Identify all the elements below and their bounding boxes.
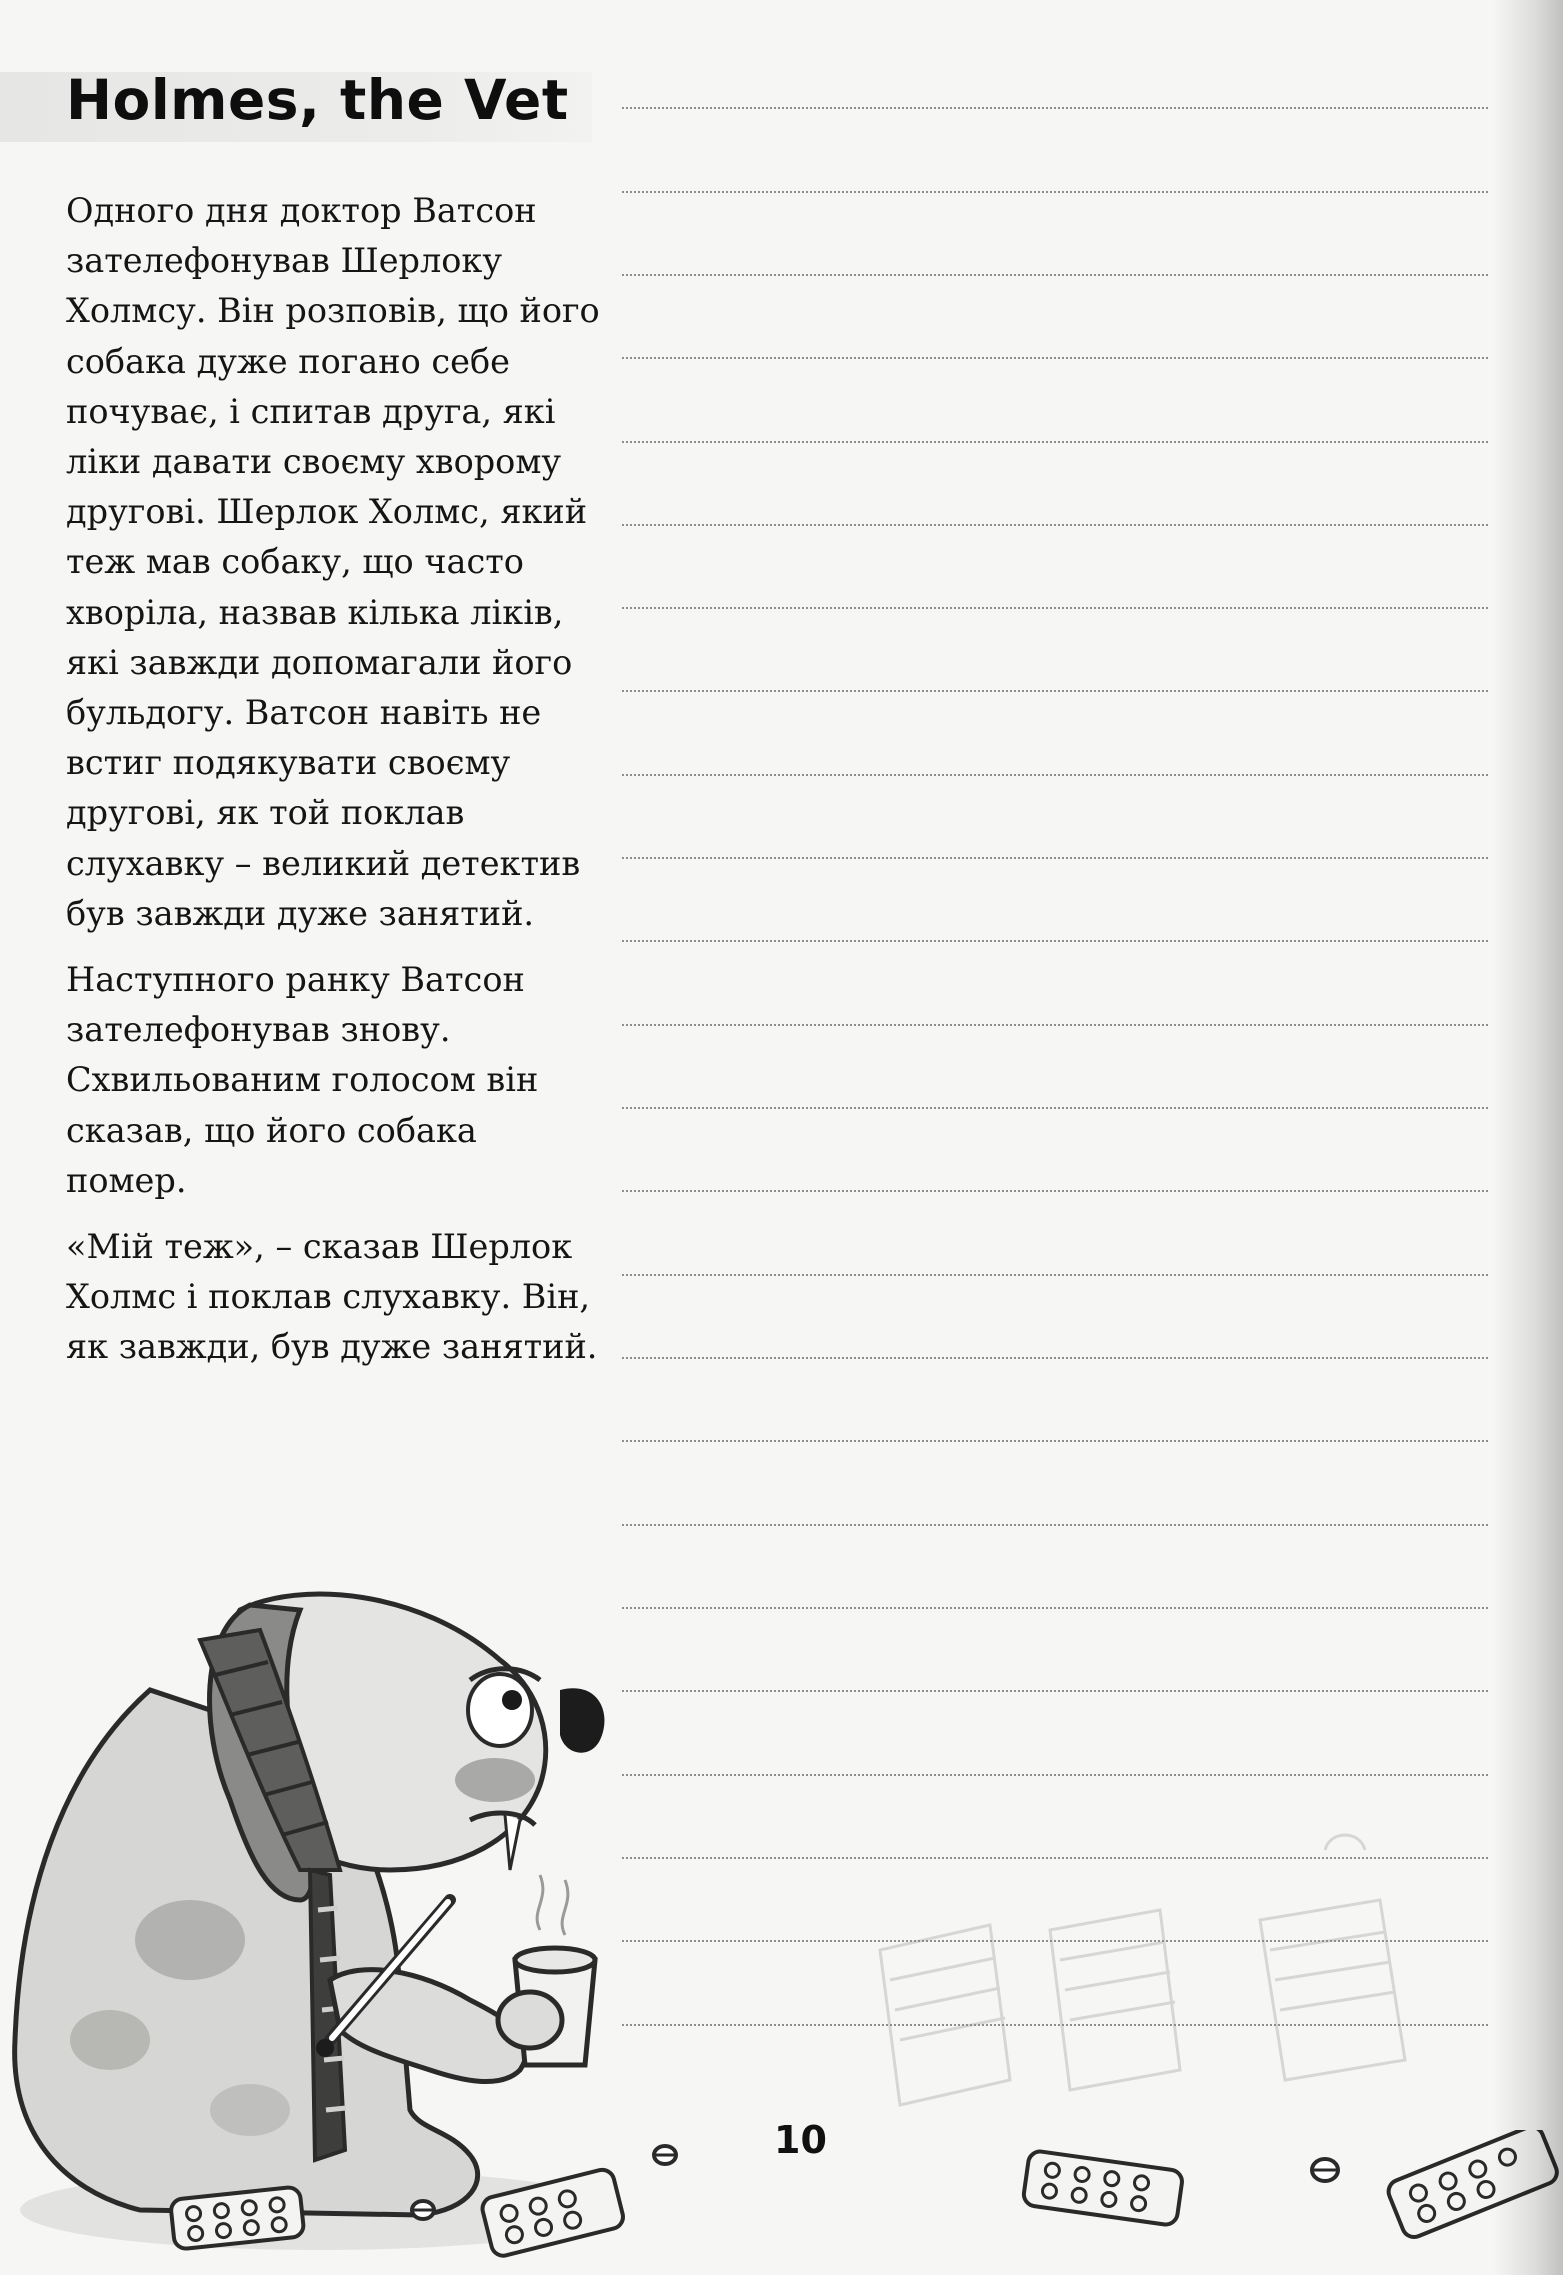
pills-right-illustration: [1000, 2130, 1563, 2275]
writing-line[interactable]: [622, 690, 1488, 692]
writing-lines: [622, 0, 1488, 2100]
bulldog-illustration: [0, 1570, 700, 2275]
writing-line[interactable]: [622, 1024, 1488, 1026]
writing-line[interactable]: [622, 524, 1488, 526]
pill-blister-icon: [1022, 2150, 1183, 2226]
story-text: [66, 186, 606, 1389]
writing-line[interactable]: [622, 774, 1488, 776]
story-paragraph: Наступного ранку Ватсон зателефонував знову. Схвильованим голосом він сказав, що його собака помер.: [66, 960, 539, 1200]
page-title: Holmes, the Vet: [66, 68, 569, 132]
writing-line[interactable]: [622, 1440, 1488, 1442]
writing-line[interactable]: [622, 1524, 1488, 1526]
pill-icon: [412, 2201, 434, 2219]
writing-line[interactable]: [622, 2024, 1488, 2026]
pill-icon: [1312, 2159, 1338, 2181]
writing-line[interactable]: [622, 357, 1488, 359]
pill-blister-icon: [170, 2186, 305, 2249]
writing-line[interactable]: [622, 857, 1488, 859]
writing-line[interactable]: [622, 1357, 1488, 1359]
pill-icon: [654, 2146, 676, 2164]
page-number: 10: [774, 2118, 827, 2162]
writing-line[interactable]: [622, 1857, 1488, 1859]
writing-line[interactable]: [622, 274, 1488, 276]
writing-line[interactable]: [622, 1274, 1488, 1276]
writing-line[interactable]: [622, 940, 1488, 942]
story-paragraph: «Мій теж», – сказав Шерлок Холмс і поклав слухавку. Він, як завжди, був дуже занятий.: [66, 1227, 598, 1367]
writing-line[interactable]: [622, 1774, 1488, 1776]
writing-line[interactable]: [622, 441, 1488, 443]
writing-line[interactable]: [622, 1690, 1488, 1692]
writing-line[interactable]: [622, 607, 1488, 609]
writing-line[interactable]: [622, 1190, 1488, 1192]
writing-line[interactable]: [622, 107, 1488, 109]
story-paragraph: Одного дня доктор Ватсон зателефонував Шерлоку Холмсу. Він розповів, що його собака дуже погано себе почуває, і спитав друга, які ліки давати своєму хворому другові. Шерлок Холмс, який теж мав собаку, що часто хворіла, назвав кілька ліків, які завжди допомагали його бульдогу. Ватсон навіть не встиг подякувати своєму другові, як той поклав слухавку – великий детектив був завжди дуже занятий.: [66, 191, 600, 933]
writing-line[interactable]: [622, 191, 1488, 193]
page-edge-shadow: [1493, 0, 1563, 2275]
writing-line[interactable]: [622, 1107, 1488, 1109]
writing-line[interactable]: [622, 1940, 1488, 1942]
writing-line[interactable]: [622, 1607, 1488, 1609]
